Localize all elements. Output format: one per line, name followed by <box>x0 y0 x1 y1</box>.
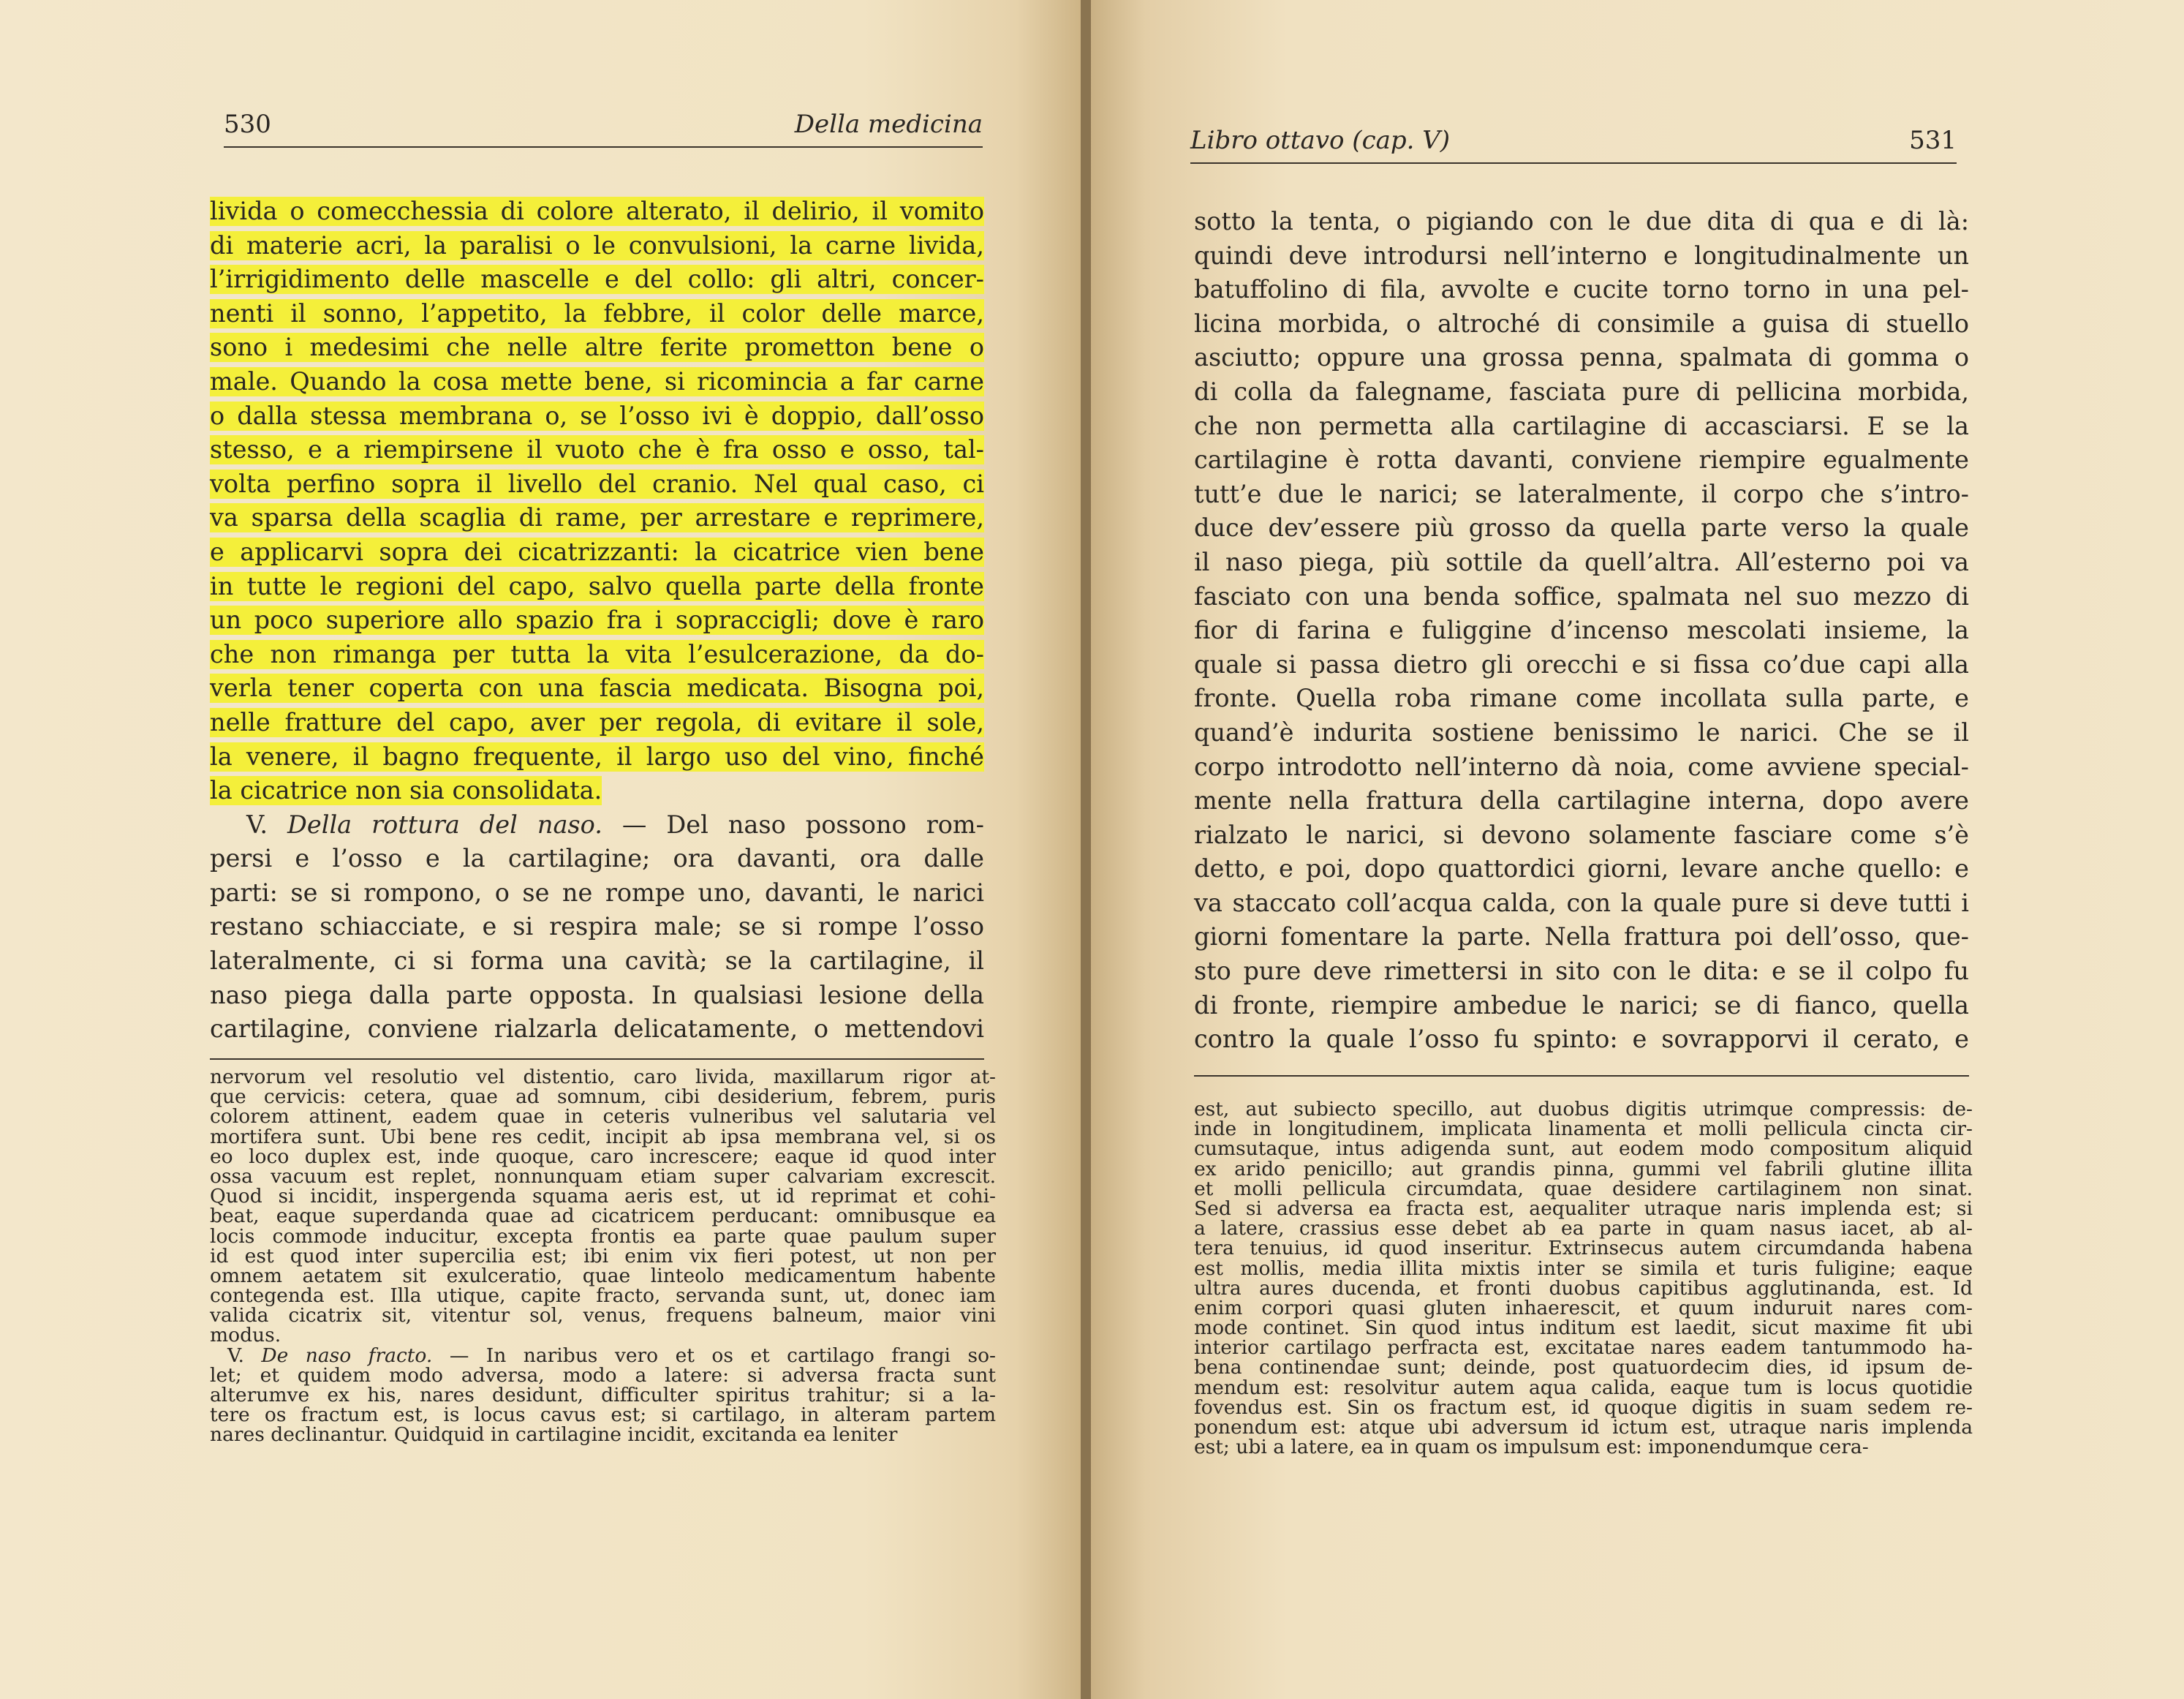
text-line <box>1194 1378 1973 1398</box>
line-text: lateralmente, ci si forma una cavità; se la cartilagine, il <box>210 946 984 976</box>
text-line <box>1194 1238 1973 1258</box>
text-line <box>210 467 984 502</box>
line-text: est; ubi a latere, ea in quam os impulsum est: imponendumque cera- <box>1194 1436 1869 1459</box>
text-line <box>1194 443 1969 478</box>
section-title: Della rottura del naso. <box>287 810 602 839</box>
right-page <box>1091 0 2184 1699</box>
line-text: est, aut subiecto specillo, aut duobus digitis utrimque compressis: de- <box>1194 1098 1973 1120</box>
line-text: inde in longitudinem, implicata linamenta et molli pellicula cincta cir- <box>1194 1118 1973 1141</box>
right-page-header <box>1190 126 1957 170</box>
text-line <box>210 297 984 331</box>
text-line <box>210 570 984 604</box>
text-line <box>1194 1119 1973 1139</box>
text-line <box>210 263 984 297</box>
page-number: 530 <box>224 110 271 139</box>
line-text: ultra aures ducenda, et fronti duobus capitibus agglutinanda, est. Id <box>1194 1276 1973 1300</box>
text-line <box>210 1067 996 1087</box>
line-text: sotto la tenta, o pigiando con le due dita di qua e di là: <box>1194 207 1969 236</box>
text-line <box>1194 818 1969 853</box>
text-line <box>1194 580 1969 614</box>
text-line <box>210 365 984 399</box>
text-line <box>1194 511 1969 546</box>
text-line <box>1194 750 1969 785</box>
line-text: alterumve ex his, nares desidunt, difficulter spiritus trahitur; si a la- <box>210 1384 996 1406</box>
line-text: tutt’e due le narici; se lateralmente, il corpo che s’intro- <box>1194 479 1969 508</box>
highlighted-text: la cicatrice non sia consolidata. <box>210 776 602 805</box>
line-text: che non permetta alla cartilagine di accasciarsi. E se la <box>1194 411 1969 440</box>
text-line <box>1194 307 1969 342</box>
highlighted-text: nelle fratture del capo, aver per regola, di evitare il sole, <box>210 707 984 737</box>
text-line <box>1194 1259 1973 1278</box>
main-text <box>1194 205 1969 1057</box>
text-line <box>210 706 984 740</box>
line-text: locis commode inducitur, excepta frontis ea parte quae paulum super <box>210 1224 996 1248</box>
text-line <box>210 876 984 911</box>
highlighted-text: male. Quando la cosa mette bene, si ricomincia a far carne <box>210 366 984 396</box>
line-text: tera tenuius, id quod inseritur. Extrinsecus autem circumdanda habena <box>1194 1237 1973 1260</box>
line-text: mente nella frattura della cartilagine interna, dopo avere <box>1194 786 1969 815</box>
text-line <box>1194 239 1969 274</box>
text-line <box>210 1365 996 1385</box>
line-text: fovendus est. Sin os fractum est, id quoque digitis in suam sedem re- <box>1194 1395 1973 1419</box>
text-line <box>210 671 984 706</box>
text-line <box>1194 1298 1973 1318</box>
text-line <box>1194 1022 1969 1057</box>
text-line <box>210 1105 996 1129</box>
section-text: — Del naso possono rom- <box>602 810 985 839</box>
highlighted-text: sono i medesimi che nelle altre ferite prometton bene o <box>210 333 984 362</box>
text-line <box>1194 1357 1973 1377</box>
line-text: interior cartilago perfracta est, excitatae nares eadem tantummodo ha- <box>1194 1336 1973 1360</box>
line-text: mode continet. Sin quod intus inditum est laedit, sicut maxime fit ubi <box>1194 1316 1973 1340</box>
text-line <box>1194 546 1969 580</box>
text-line <box>210 1147 996 1167</box>
text-line <box>1194 273 1969 307</box>
line-text: naso piega dalla parte opposta. In qualsiasi lesione della <box>210 980 984 1009</box>
highlighted-text: la venere, il bagno frequente, il largo uso del vino, finché <box>210 742 984 771</box>
text-line <box>1194 1318 1973 1338</box>
line-text: detto, e poi, dopo quattordici giorni, levare anche quello: e <box>1194 854 1969 884</box>
highlighted-text: un poco superiore allo spazio fra i sopraccigli; dove è raro <box>210 606 984 635</box>
book-gutter <box>1081 0 1091 1699</box>
line-text: modus. <box>210 1324 281 1347</box>
line-text: persi e l’osso e la cartilagine; ora davanti, ora dalle <box>210 844 984 873</box>
line-text: ossa vacuum est replet, nonnunquam etiam super calvariam excrescit. <box>210 1164 996 1188</box>
section-number: V. <box>227 1344 244 1367</box>
text-line <box>1194 1278 1973 1298</box>
highlighted-text: livida o comecchessia di colore alterato, il delirio, il vomito <box>210 197 984 225</box>
text-line <box>1194 886 1969 921</box>
line-text: quindi deve introdursi nell’interno e longitudinalmente un <box>1194 241 1969 270</box>
text-line <box>210 638 984 672</box>
header-rule <box>224 146 983 148</box>
text-line <box>1194 1417 1973 1437</box>
line-text: quale si passa dietro gli orecchi e si fissa co’due capi alla <box>1194 649 1969 679</box>
highlighted-text: che non rimanga per tutta la vita l’esulcerazione, da do- <box>210 639 984 668</box>
text-line <box>1194 341 1969 375</box>
line-text: giorni fomentare la parte. Nella frattura poi dell’osso, que- <box>1194 922 1969 952</box>
text-line <box>210 1346 996 1365</box>
text-line <box>210 1306 996 1325</box>
line-text: contegenda est. Illa utique, capite fracto, servanda sunt, ut, donec iam <box>210 1284 996 1308</box>
line-text: contro la quale l’osso fu spinto: e sovrapporvi il cerato, e <box>1194 1025 1969 1054</box>
text-line <box>210 195 984 229</box>
line-text: cumsutaque, intus adigenda sunt, aut eodem modo compositum aliquid <box>1194 1137 1973 1161</box>
latin-footnote <box>210 1067 996 1445</box>
text-line <box>1194 989 1969 1023</box>
line-text: sto pure deve rimettersi in sito con le dita: e se il colpo fu <box>1194 957 1969 986</box>
text-line <box>210 740 984 775</box>
text-line <box>1194 682 1969 716</box>
line-text: nervorum vel resolutio vel distentio, caro livida, maxillarum rigor at- <box>210 1066 996 1088</box>
main-text <box>210 195 984 1047</box>
line-text: fasciato con una benda soffice, spalmata nel suo mezzo di <box>1194 581 1969 611</box>
highlighted-text: o dalla stessa membrana o, se l’osso ivi è doppio, dall’osso <box>210 401 984 430</box>
line-text: beat, eaque superdanda quae ad cicatricem perducant: omnibusque ea <box>210 1205 996 1228</box>
text-line <box>1194 1139 1973 1159</box>
line-text: nares declinantur. Quidquid in cartilagine incidit, excitanda ea leniter <box>210 1423 898 1447</box>
text-line <box>210 842 984 876</box>
line-text: fronte. Quella roba rimane come incollata sulla parte, e <box>1194 684 1969 713</box>
line-text: que cervicis: cetera, quae ad somnum, cibi desiderium, febrem, puris <box>210 1085 996 1109</box>
line-text: bena continendae sunt; deinde, post quatuordecim dies, id ipsum de- <box>1194 1356 1973 1379</box>
text-line <box>1194 954 1969 989</box>
text-line <box>1194 648 1969 682</box>
line-text: rialzato le narici, si devono solamente fasciare come s’è <box>1194 820 1969 849</box>
text-line <box>1194 205 1969 239</box>
text-line <box>1194 716 1969 750</box>
line-text: valida cicatrix sit, vitentur sol, venus, frequens balneum, maior vini <box>210 1304 996 1327</box>
section-title: De naso fracto. <box>261 1344 433 1367</box>
line-text: et molli pellicula circumdata, quae desidere cartilaginem non sinat. <box>1194 1177 1973 1200</box>
page-number: 531 <box>1909 126 1957 155</box>
text-line <box>1194 1159 1973 1179</box>
highlighted-text: nenti il sonno, l’appetito, la febbre, il color delle marce, <box>210 298 984 328</box>
running-title: Della medicina <box>794 110 983 139</box>
text-line <box>210 433 984 467</box>
text-line <box>210 1127 996 1147</box>
text-line <box>210 1405 996 1425</box>
line-text: cartilagine, conviene rialzarla delicatamente, o mettendovi <box>210 1014 984 1044</box>
text-line <box>210 535 984 570</box>
text-line <box>1194 1199 1973 1218</box>
line-text: di colla da falegname, fasciata pure di pellicina morbida, <box>1194 377 1969 406</box>
line-text: duce dev’essere più grosso da quella parte verso la quale <box>1194 513 1969 543</box>
line-text: il naso piega, più sottile da quell’altra. All’esterno poi va <box>1194 547 1969 576</box>
line-text: colorem attinent, eadem quae in ceteris vulneribus vel salutaria vel <box>210 1105 996 1129</box>
line-text: ponendum est: atque ubi adversum id ictum est, utraque naris implenda <box>1194 1416 1973 1439</box>
line-text: batuffolino di fila, avvolte e cucite torno torno in una pel- <box>1194 275 1969 304</box>
highlighted-text: e applicarvi sopra dei cicatrizzanti: la cicatrice vien bene <box>210 537 984 566</box>
text-line <box>1194 1437 1973 1457</box>
highlighted-text: di materie acri, la paralisi o le convulsioni, la carne livida, <box>210 230 984 260</box>
line-text: fior di farina e fuliggine d’incenso mescolati insieme, la <box>1194 616 1969 645</box>
line-text: mendum est: resolvitur autem aqua calida, eaque tum is locus quotidie <box>1194 1376 1973 1399</box>
text-line <box>210 944 984 979</box>
line-text: Sed si adversa ea fracta est, aequaliter utraque naris implenda est; si <box>1194 1197 1973 1220</box>
text-line <box>1194 852 1969 886</box>
text-line <box>1194 1099 1973 1119</box>
text-line <box>210 229 984 263</box>
text-line <box>1194 614 1969 648</box>
text-line <box>210 1224 996 1248</box>
text-line <box>1194 375 1969 410</box>
line-text: id est quod inter supercilia est; ibi enim vix fieri potest, ut non per <box>210 1244 996 1267</box>
text-line <box>210 1186 996 1206</box>
text-line <box>210 1266 996 1286</box>
line-text: let; et quidem modo adversa, modo a latere: si adversa fracta sunt <box>210 1363 996 1387</box>
line-text: licina morbida, o altroché di consimile a guisa di stuello <box>1194 309 1969 338</box>
section-number: V. <box>246 810 268 839</box>
text-line <box>1194 1395 1973 1419</box>
text-line <box>210 1206 996 1226</box>
highlighted-text: l’irrigidimento delle mascelle e del collo: gli altri, concer- <box>210 265 984 294</box>
text-line <box>210 979 984 1013</box>
text-line <box>210 1246 996 1266</box>
line-text: ex arido penicillo; aut grandis pinna, gummi vel fabrili glutine illita <box>1194 1157 1973 1180</box>
highlighted-text: volta perfino sopra il livello del cranio. Nel qual caso, ci <box>210 469 984 498</box>
highlighted-text: stesso, e a riempirsene il vuoto che è fra osso e osso, tal- <box>210 435 984 464</box>
highlighted-text: in tutte le regioni del capo, salvo quella parte della fronte <box>210 571 984 600</box>
line-text: enim corpori quasi gluten inhaerescit, et quum induruit nares com- <box>1194 1296 1973 1319</box>
text-line <box>1194 1218 1973 1238</box>
line-text: corpo introdotto nell’interno dà noia, come avviene special- <box>1194 752 1969 781</box>
highlighted-text: verla tener coperta con una fascia medicata. Bisogna poi, <box>210 674 984 703</box>
left-page <box>0 0 1081 1699</box>
text-line <box>210 1385 996 1405</box>
header-rule <box>1190 162 1957 164</box>
text-line <box>1194 1336 1973 1360</box>
latin-footnote <box>1194 1099 1973 1457</box>
line-text: Quod si incidit, inspergenda squama aeris est, ut id reprimat et cohi- <box>210 1185 996 1208</box>
section-text: — In naribus vero et os et cartilago frangi so- <box>432 1344 997 1367</box>
text-line <box>210 1012 984 1047</box>
left-page-header <box>224 110 983 154</box>
line-text: a latere, crassius esse debet ab ea parte in quam nasus iacet, ab al- <box>1194 1217 1973 1240</box>
line-text: asciutto; oppure una grossa penna, spalmata di gomma o <box>1194 343 1969 372</box>
text-line <box>210 603 984 638</box>
running-title: Libro ottavo (cap. V) <box>1190 126 1451 155</box>
line-text: quand’è indurita sostiene benissimo le narici. Che se il <box>1194 717 1969 747</box>
text-line <box>210 1164 996 1188</box>
line-text: va staccato coll’acqua calda, con la quale pure si deve tutti i <box>1194 888 1969 917</box>
line-text: est mollis, media illita mixtis inter se simila et turis fuligine; eaque <box>1194 1257 1973 1280</box>
line-text: eo loco duplex est, inde quoque, caro increscere; eaque id quod inter <box>210 1145 996 1168</box>
text-line <box>1194 920 1969 954</box>
text-line <box>210 1423 996 1447</box>
text-line <box>210 501 984 535</box>
text-line <box>210 1325 996 1345</box>
line-text: mortifera sunt. Ubi bene res cedit, incipit ab ipsa membrana vel, si os <box>210 1125 996 1148</box>
text-line <box>1194 784 1969 818</box>
highlighted-text: va sparsa della scaglia di rame, per arrestare e reprimere, <box>210 503 984 532</box>
line-text: omnem aetatem sit exulceratio, quae linteolo medicamentum habente <box>210 1264 996 1287</box>
text-line <box>210 910 984 944</box>
line-text: tere os fractum est, is locus cavus est; si cartilago, in alteram partem <box>210 1404 996 1427</box>
text-line <box>1194 410 1969 444</box>
text-line <box>210 774 984 808</box>
text-line <box>1194 1179 1973 1199</box>
footnote-rule <box>210 1058 984 1060</box>
line-text: restano schiacciate, e si respira male; se si rompe l’osso <box>210 912 984 941</box>
line-text: di fronte, riempire ambedue le narici; se di fianco, quella <box>1194 990 1969 1020</box>
text-line <box>210 808 984 843</box>
text-line <box>210 399 984 434</box>
text-line <box>210 1087 996 1107</box>
text-line <box>210 331 984 365</box>
line-text: cartilagine è rotta davanti, conviene riempire egualmente <box>1194 445 1969 475</box>
footnote-rule <box>1194 1075 1969 1077</box>
text-line <box>1194 478 1969 512</box>
text-line <box>210 1286 996 1306</box>
line-text: parti: se si rompono, o se ne rompe uno, davanti, le narici <box>210 878 984 907</box>
